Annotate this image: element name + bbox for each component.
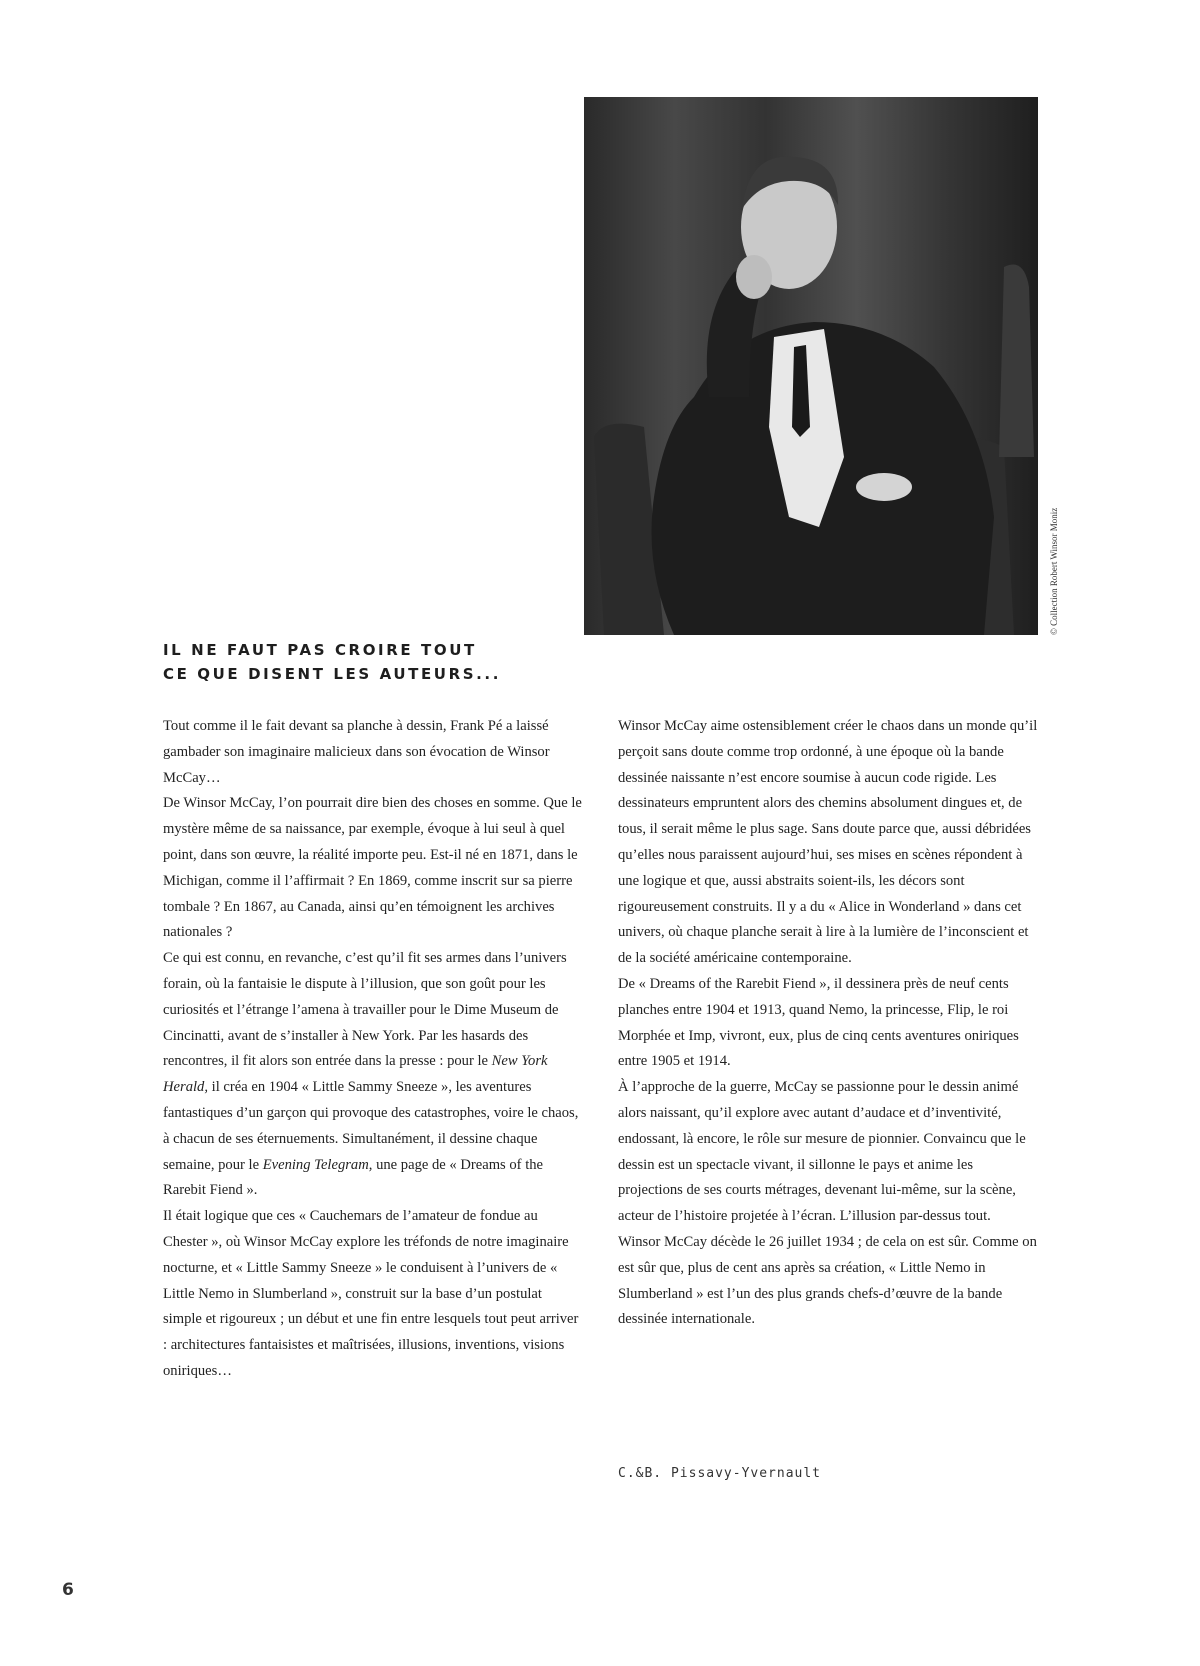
article-title-line-2: CE QUE DISENT LES AUTEURS... — [163, 665, 502, 683]
paragraph: De Winsor McCay, l’on pourrait dire bien des choses en somme. Que le mystère même de sa naissance, par exemple, évoque à lui seul à quel point, dans son œuvre, la réalité importe peu. Est-il né en 1871, dans le Michigan, comme il l’affirmait ? En 1869, comme inscrit sur sa pierre tombale ? En 1867, au Canada, ainsi qu’en témoignent les archives nationales ? — [163, 795, 582, 941]
lap-hand — [856, 473, 912, 501]
paragraph: Tout comme il le fait devant sa planche à dessin, Frank Pé a laissé gambader son imaginaire malicieux dans son évocation de Winsor McCay… — [163, 718, 550, 786]
paragraph-text: Ce qui est connu, en revanche, c’est qu’il fit ses armes dans l’univers forain, où la fantaisie le dispute à l’illusion, que son goût pour les curiosités et l’étrange l’amena à travailler pour le Dime Museum de Cincinatti, avant de s’installer à New York. Par les hasards des rencontres, il fit alors son entrée dans la presse : pour le — [163, 950, 567, 1070]
paragraph-text: une page de « Dreams of the Rarebit Fiend ». — [163, 1156, 544, 1199]
portrait-illustration — [584, 97, 1038, 635]
publication-name: New York Herald, — [163, 1053, 548, 1096]
portrait-photo — [584, 97, 1038, 635]
paragraph-text: il créa en 1904 « Little Sammy Sneeze », les aventures fantastiques d’un garçon qui provoque des catastrophes, voire le chaos, à chacun de ses éternuements. Simultanément, il dessine chaque semaine, pour le — [163, 1079, 579, 1173]
text-column-right — [618, 714, 1038, 1333]
hand — [736, 255, 772, 299]
paragraph: Il était logique que ces « Cauchemars de l’amateur de fondue au Chester », où Winsor McCay explore les tréfonds de notre imaginaire nocturne, et « Little Sammy Sneeze » le conduisent à l’univers de « Little Nemo in Slumberland », construit sur la base d’un postulat simple et rigoureux ; un début et une fin entre lesquels tout peut arriver : architectures fantaisistes et maîtrisées, illusions, inventions, visions oniriques… — [163, 1208, 579, 1379]
publication-name: Evening Telegram, — [262, 1156, 373, 1173]
page-number: 6 — [62, 1580, 74, 1600]
article-title — [163, 638, 501, 686]
article-title-line-1: IL NE FAUT PAS CROIRE TOUT — [163, 641, 477, 659]
paragraph: À l’approche de la guerre, McCay se passionne pour le dessin animé alors naissant, qu’il explore avec autant d’audace et d’inventivité, endossant, là encore, le rôle sur mesure de pionnier. Convaincu que le dessin est un spectacle vivant, il sillonne le pays et anime les projections de ses courts métrages, devenant lui-même, sur la scène, acteur de l’histoire projetée à l’écran. L’illusion par-dessus tout. — [618, 1079, 1026, 1225]
paragraph: De « Dreams of the Rarebit Fiend », il dessinera près de neuf cents planches entre 1904 et 1913, quand Nemo, la princesse, Flip, le roi Morphée et Imp, vivront, eux, plus de cinq cents aventures oniriques entre 1905 et 1914. — [618, 975, 1019, 1070]
author-signature: C.&B. Pissavy-Yvernault — [618, 1466, 822, 1481]
text-column-left — [163, 714, 583, 1385]
photo-credit: © Collection Robert Winsor Moniz — [1049, 507, 1059, 635]
paragraph — [163, 946, 583, 1204]
paragraph: Winsor McCay décède le 26 juillet 1934 ; de cela on est sûr. Comme on est sûr que, plus de cent ans après sa création, « Little Nemo in Slumberland » est l’un des plus grands chefs-d’œuvre de la bande dessinée internationale. — [618, 1233, 1037, 1328]
paragraph: Winsor McCay aime ostensiblement créer le chaos dans un monde qu’il perçoit sans doute comme trop ordonné, à une époque où la bande dessinée naissante n’est encore soumise à aucun code rigide. Les dessinateurs empruntent alors des chemins absolument dingues et, de tous, il serait même le plus sage. Sans doute parce que, aussi débridées qu’elles nous paraissent aujourd’hui, ses mises en scènes répondent à une logique et que, aussi abstraits soient-ils, les décors sont rigoureusement construits. Il y a du « Alice in Wonderland » dans cet univers, où chaque planche serait à lire à la lumière de l’inconscient et de la société américaine contemporaine. — [618, 718, 1038, 967]
chair-finial — [999, 265, 1034, 458]
